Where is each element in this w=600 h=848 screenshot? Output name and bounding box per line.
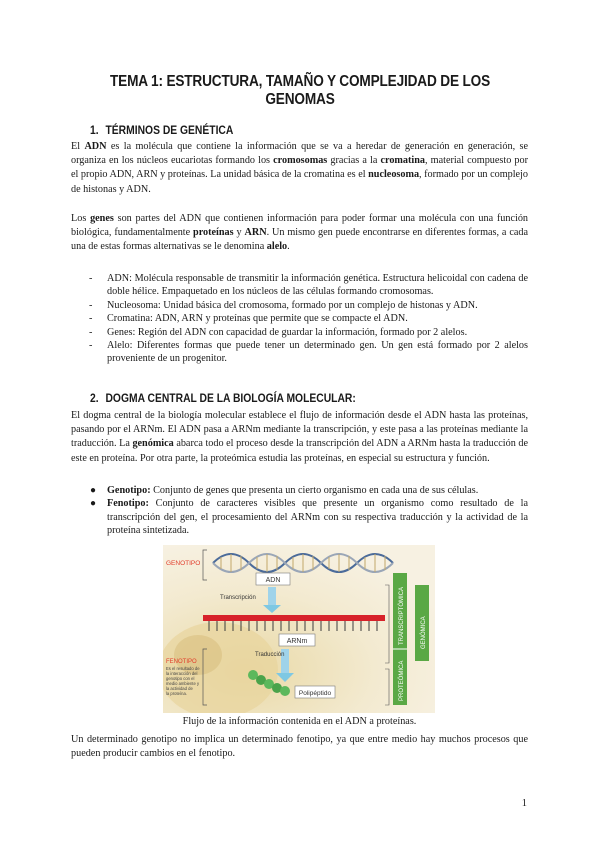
section-title: DOGMA CENTRAL DE LA BIOLOGÍA MOLECULAR: xyxy=(105,391,356,405)
list-item: - Alelo: Diferentes formas que puede tener un determinado gen. Un gen está formado por 2 alelos proveniente de un progenitor. xyxy=(71,339,528,366)
section-number: 2. xyxy=(90,391,99,405)
svg-text:Es el resultado de: Es el resultado de xyxy=(166,666,200,671)
svg-text:la proteína.: la proteína. xyxy=(166,691,187,696)
transcription-label: Transcripción xyxy=(220,595,256,601)
figure-caption: Flujo de la información contenida en el ADN a proteínas. xyxy=(182,716,417,727)
bullet-icon: ● xyxy=(90,485,97,496)
dogma-central-diagram xyxy=(163,545,435,713)
svg-text:genotipo con el: genotipo con el xyxy=(166,676,195,681)
list-item: ● Genotipo: Conjunto de genes que presenta un cierto organismo en cada una de sus células. xyxy=(90,485,479,496)
bullet-icon: ● xyxy=(90,498,97,510)
genotype-label: GENOTIPO xyxy=(166,560,201,567)
transcriptomics-label: TRANSCRIPTÓMICA xyxy=(399,586,405,645)
proteomics-label: PROTEÓMICA xyxy=(399,660,405,701)
svg-text:la interacción del: la interacción del xyxy=(166,671,198,676)
list-item: - Genes: Región del ADN con capacidad de guardar la información, formado por 2 alelos. xyxy=(71,326,528,339)
svg-text:la actividad de: la actividad de xyxy=(166,686,193,691)
list-item: ● Fenotipo: Conjunto de caracteres visibles que presente un organismo como resultado de la transcripción del gen, el procesamiento del ARNm con su respectiva traducción y la actividad de la proteína sintetizada. xyxy=(90,498,528,537)
svg-text:medio ambiente y: medio ambiente y xyxy=(166,681,200,686)
phenotype-label: FENOTIPO xyxy=(166,659,197,665)
polypeptide-label: Polipéptido xyxy=(298,690,332,697)
section-heading-2 xyxy=(90,391,356,405)
section-number: 1. xyxy=(90,123,99,137)
page-number: 1 xyxy=(521,798,527,809)
translation-label: Traducción xyxy=(255,652,285,658)
genomics-label: GENÓMICA xyxy=(421,616,427,649)
genotype-phenotype-list xyxy=(71,484,528,538)
page-title: TEMA 1: ESTRUCTURA, TAMAÑO Y COMPLEJIDAD DE LOS GENOMAS xyxy=(110,73,490,108)
section-title: TÉRMINOS DE GENÉTICA xyxy=(105,123,234,137)
paragraph-genes: Los genes son partes del ADN que contienen información para poder formar una molécula con una función biológica, fundamentalmente proteínas y ARN. Un mismo gen puede encontrarse en diferentes formas, a cada una de estas formas alternativas se le denomina alelo. xyxy=(71,213,529,253)
list-item: - Cromatina: ADN, ARN y proteínas que permite que se compacte el ADN. xyxy=(71,312,528,325)
arnm-label: ARNm xyxy=(286,638,308,645)
section-heading-1 xyxy=(90,123,233,137)
paragraph-dogma: El dogma central de la biología molecular establece el flujo de información desde el ADN hasta las proteínas, pasando por el ARNm. El ADN pasa a ARNm mediante la transcripción, y este pasa a las proteínas mediante la traducción. La genómica abarca todo el proceso desde la transcripción del ADN a ARNm hasta la traducción de este en proteína. Por otra parte, la proteómica estudia las proteínas, en especial su estructura y función. xyxy=(71,410,528,464)
adn-label: ADN xyxy=(265,577,281,584)
list-item: - ADN: Molécula responsable de transmitir la información genética. Estructura helicoidal con cadena de doble hélice. Empaquetado en los núcleos de las células formando cromosomas. xyxy=(71,272,528,299)
definitions-list xyxy=(71,272,528,366)
paragraph-genotype-note: Un determinado genotipo no implica un determinado fenotipo, ya que entre medio hay muchos procesos que pueden producir cambios en el fenotipo. xyxy=(71,734,528,760)
paragraph-adn: El ADN es la molécula que contiene la información que se va a heredar de generación en generación, se organiza en los núcleos eucariotas formando los cromosomas gracias a la cromatina, material compuesto por el propio ADN, ARN y proteínas. La unidad básica de la cromatina es el nucleosoma, formado por un complejo de histonas y ADN. xyxy=(71,141,528,195)
list-item: - Nucleosoma: Unidad básica del cromosoma, formado por un complejo de histonas y ADN. xyxy=(71,299,528,312)
